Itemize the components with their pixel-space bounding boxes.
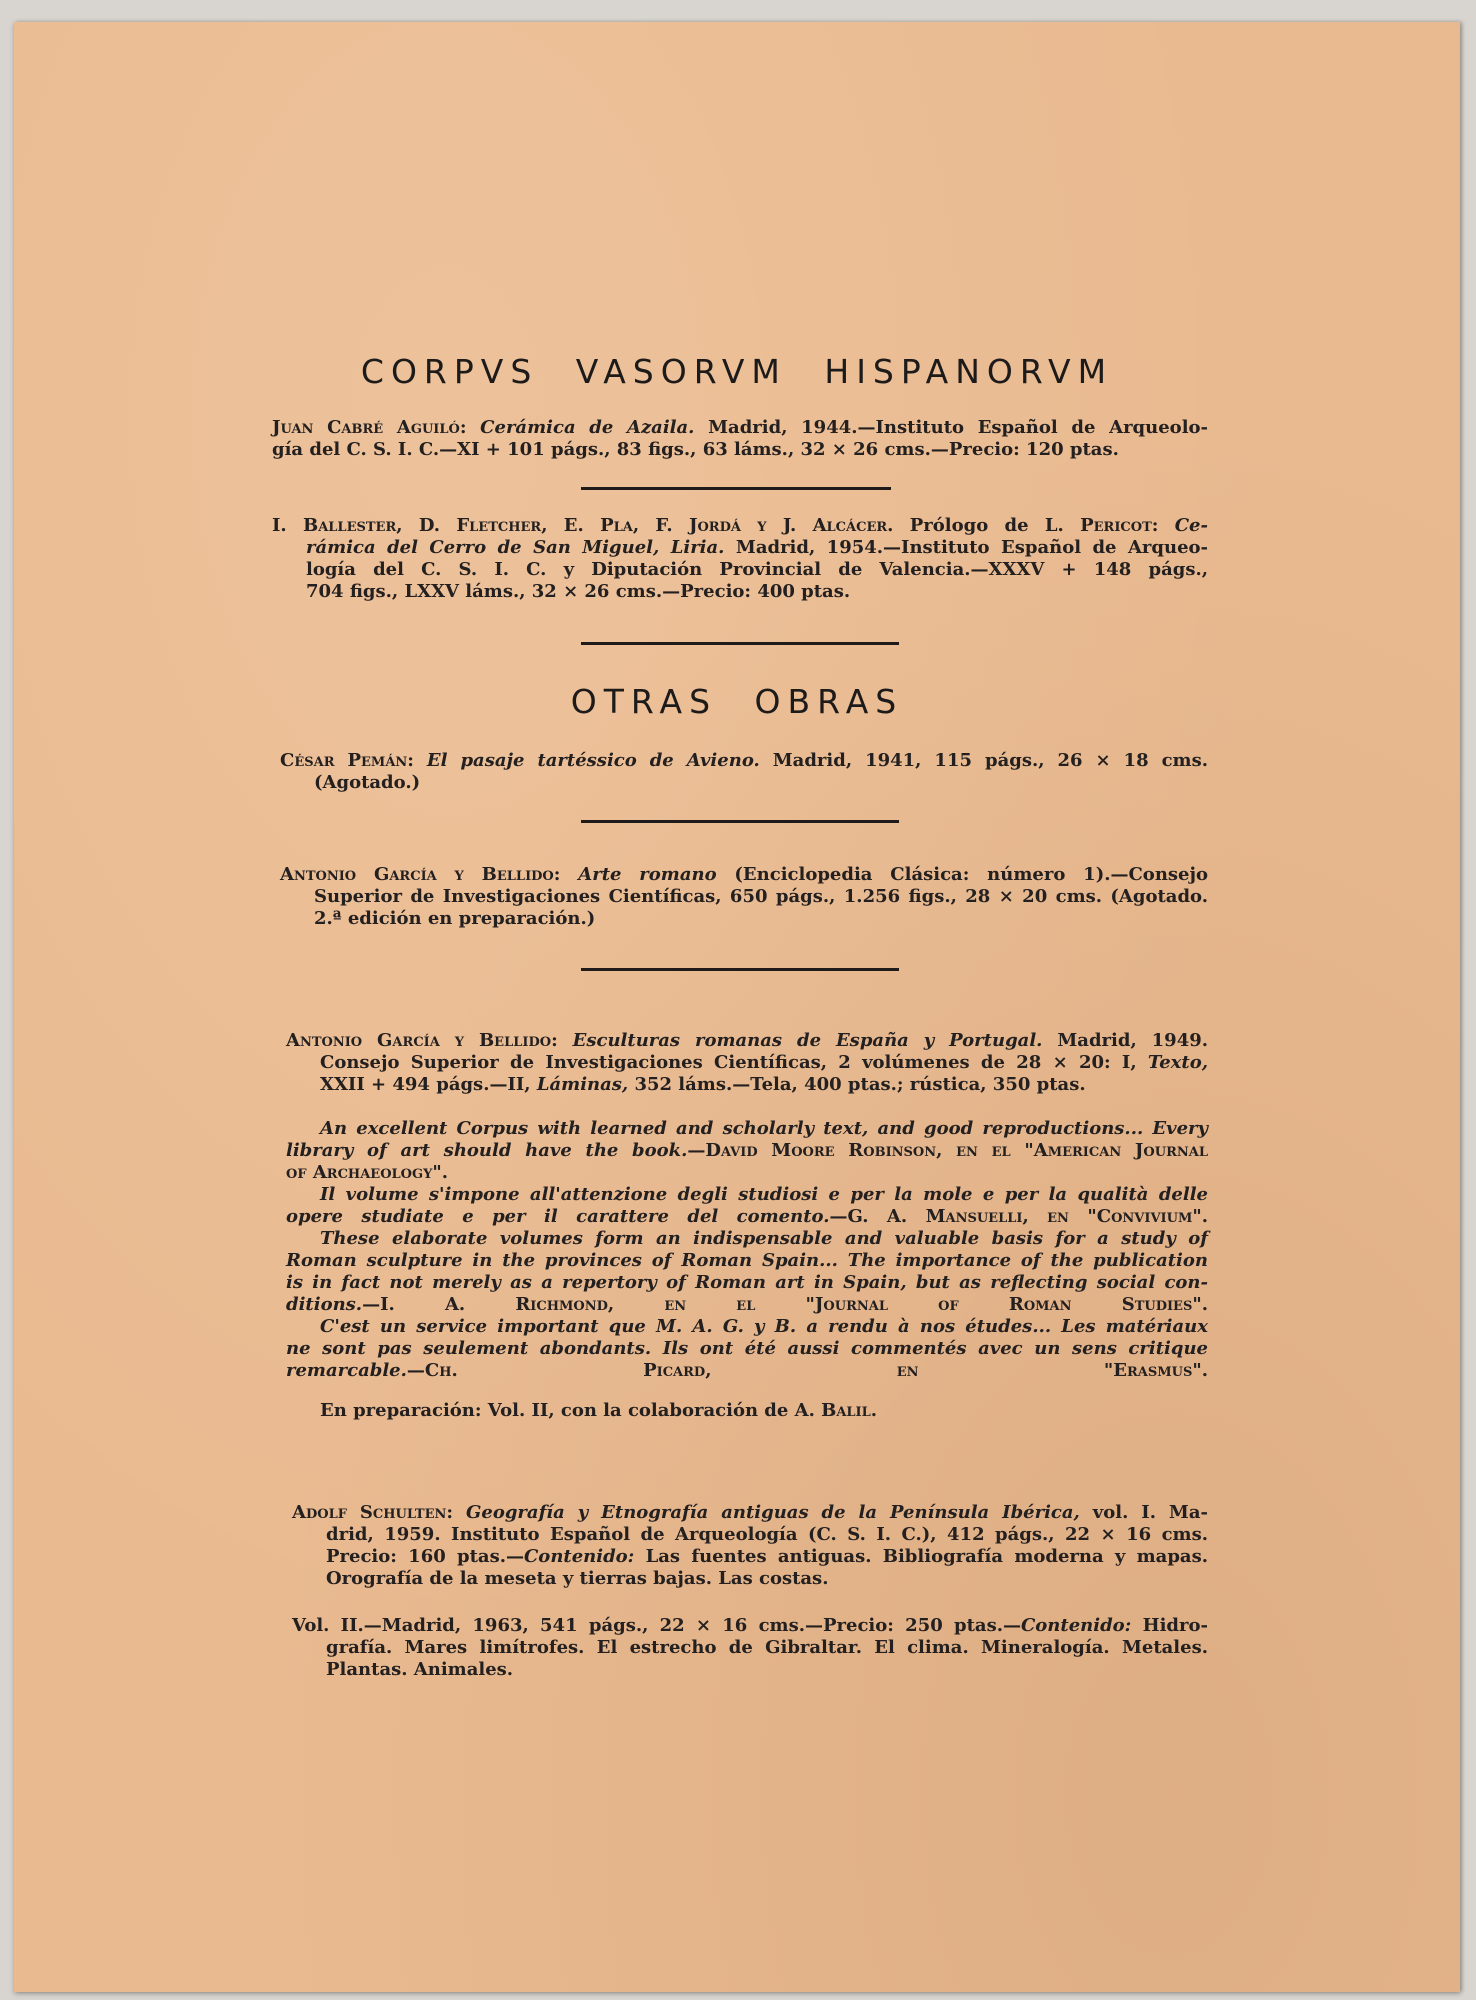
review-line: These elaborate volumes form an indispensable and valuable basis for a study of	[320, 1228, 1208, 1249]
review-line: of Archaeology".	[286, 1162, 449, 1183]
entry-line: Antonio García y Bellido: Arte romano (Enciclopedia Clásica: número 1).—Consejo	[280, 864, 1209, 885]
entry-schulten-vol2	[292, 1615, 1208, 1681]
page-content	[14, 22, 1460, 1992]
entry-text: Madrid, 1941, 115 págs., 26 × 18 cms.	[759, 750, 1208, 771]
entry-line: logía del C. S. I. C. y Diputación Provincial de Valencia.—XXXV + 148 págs.,	[306, 559, 1208, 580]
review-line: Roman sculpture in the provinces of Roman Spain... The importance of the publication	[286, 1250, 1208, 1271]
entry-text: Prólogo de	[893, 515, 1045, 536]
review-source: —Ch. Picard, en "Erasmus".	[406, 1360, 1208, 1381]
divider-rule	[581, 487, 891, 490]
entry-text: XXII + 494 págs.—II,	[320, 1074, 537, 1095]
entry-text: Madrid, 1949.	[1042, 1030, 1209, 1051]
review-line: An excellent Corpus with learned and scholarly text, and good reproductions... Every	[320, 1118, 1208, 1139]
entry-line: Orografía de la meseta y tierras bajas. Las costas.	[326, 1568, 829, 1589]
review-text: ditions.	[286, 1294, 363, 1315]
book-page	[14, 22, 1460, 1992]
review-line: C'est un service important que M. A. G. y B. a rendu à nos études... Les matériaux	[320, 1316, 1208, 1337]
reviews-block	[286, 1118, 1208, 1382]
entry-text: Precio: 160 ptas.—	[326, 1546, 524, 1567]
review-text: opere studiate e per il carattere del comento.	[286, 1206, 830, 1227]
book-title: El pasaje tartéssico de Avieno.	[426, 750, 760, 771]
entry-line: Adolf Schulten: Geografía y Etnografía antiguas de la Península Ibérica, vol. I. Ma-	[292, 1502, 1208, 1523]
entry-line: 2.ª edición en preparación.)	[314, 908, 596, 929]
entry-line	[286, 1052, 1208, 1074]
contents-label: Contenido:	[523, 1546, 635, 1567]
entry-text: Madrid, 1954.—Instituto Español de Arqueo-	[724, 537, 1209, 558]
entry-text: Consejo Superior de Investigaciones Científicas, 2 volúmenes de 28 × 20: I,	[320, 1052, 1148, 1073]
entry-line: César Pemán: El pasaje tartéssico de Avieno. Madrid, 1941, 115 págs., 26 × 18 cms.	[280, 750, 1208, 771]
entry-line: Plantas. Animales.	[326, 1659, 514, 1680]
entry-line: I. Ballester, D. Fletcher, E. Pla, F. Jordá y J. Alcácer. Prólogo de L. Pericot: Ce-	[272, 515, 1208, 536]
volume-title: Texto,	[1147, 1052, 1208, 1073]
entry-line: Antonio García y Bellido: Esculturas romanas de España y Portugal. Madrid, 1949.	[286, 1030, 1209, 1051]
review-line	[286, 1140, 1208, 1162]
book-title: Geografía y Etnografía antiguas de la Península Ibérica,	[466, 1502, 1080, 1523]
entry-line: Juan Cabré Aguiló: Cerámica de Azaila. Madrid, 1944.—Instituto Español de Arqueolo-	[272, 417, 1209, 438]
entry-line: gía del C. S. I. C.—XI + 101 págs., 83 figs., 63 láms., 32 × 26 cms.—Precio: 120 ptas.	[272, 439, 1119, 460]
author-name: Adolf Schulten	[292, 1502, 447, 1523]
collaborator-name: A. Balil.	[794, 1400, 878, 1421]
entry-text: vol. I. Ma-	[1079, 1502, 1208, 1523]
entry-text: Las fuentes antiguas. Bibliografía moderna y mapas.	[634, 1546, 1208, 1567]
entry-text: Hidro-	[1131, 1615, 1208, 1636]
entry-line	[272, 537, 1208, 559]
review-line: ne sont pas seulement abondants. Ils ont été aussi commentés avec un sens critique	[286, 1338, 1208, 1359]
entry-cabre	[272, 417, 1208, 461]
entry-arte-romano	[280, 864, 1208, 930]
book-title: Esculturas romanas de España y Portugal.	[572, 1030, 1043, 1051]
entry-ballester	[272, 515, 1208, 603]
entry-line: drid, 1959. Instituto Español de Arqueología (C. S. I. C.), 412 págs., 22 × 16 cms.	[326, 1524, 1208, 1545]
book-title-start: Ce-	[1174, 515, 1208, 536]
review-line	[286, 1206, 1208, 1228]
entry-line: 704 figs., LXXV láms., 32 × 26 cms.—Precio: 400 ptas.	[306, 581, 851, 602]
review-text: remarcable.	[286, 1360, 407, 1381]
book-title: rámica del Cerro de San Miguel, Liria.	[306, 537, 725, 558]
review-line	[286, 1360, 1208, 1382]
entry-esculturas	[286, 1030, 1208, 1096]
author-name: César Pemán	[280, 750, 408, 771]
review-line: Il volume s'impone all'attenzione degli studiosi e per la mole e per la qualità delle	[320, 1184, 1208, 1205]
entry-schulten	[292, 1502, 1208, 1590]
volume-title: Láminas,	[536, 1074, 629, 1095]
author-name: Antonio García y Bellido	[280, 864, 554, 885]
preparation-text: En preparación: Vol. II, con la colaboración de	[320, 1400, 795, 1421]
corpus-heading: CORPVS VASORVM HISPANORVM	[360, 352, 1114, 391]
entry-text: (Enciclopedia Clásica: número 1).—Consejo	[716, 864, 1209, 885]
divider-rule	[581, 820, 899, 823]
review-line	[286, 1294, 1208, 1316]
author-name: Juan Cabré Aguiló	[272, 417, 460, 438]
divider-rule	[581, 642, 899, 645]
entry-line	[292, 1615, 1208, 1637]
book-title: Cerámica de Azaila.	[480, 417, 695, 438]
preparation-note	[320, 1400, 1208, 1422]
review-text: library of art should have the book.	[286, 1140, 688, 1161]
entry-line	[286, 1074, 1208, 1096]
otras-heading: OTRAS OBRAS	[570, 682, 904, 721]
entry-line: Superior de Investigaciones Científicas, 650 págs., 1.256 figs., 28 × 20 cms. (Agotado.	[314, 886, 1208, 907]
entry-line: (Agotado.)	[314, 772, 421, 793]
divider-rule	[581, 968, 899, 971]
entry-peman	[280, 750, 1208, 794]
entry-text: Madrid, 1944.—Instituto Español de Arqueolo-	[694, 417, 1209, 438]
review-source: —David Moore Robinson, en el "American Journal	[687, 1140, 1209, 1161]
entry-line	[292, 1546, 1208, 1568]
book-title: Arte romano	[578, 864, 717, 885]
prologue-author: L. Pericot	[1044, 515, 1152, 536]
entry-line: grafía. Mares limítrofes. El estrecho de Gibraltar. El clima. Mineralogía. Metales.	[326, 1637, 1208, 1658]
entry-text: 352 láms.—Tela, 400 ptas.; rústica, 350 ptas.	[628, 1074, 1086, 1095]
author-names: I. Ballester, D. Fletcher, E. Pla, F. Jordá y J. Alcácer.	[272, 515, 894, 536]
review-source: —I. A. Richmond, en el "Journal of Roman Studies".	[362, 1294, 1208, 1315]
contents-label: Contenido:	[1020, 1615, 1132, 1636]
entry-text: Vol. II.—Madrid, 1963, 541 págs., 22 × 16 cms.—Precio: 250 ptas.—	[292, 1615, 1021, 1636]
author-name: Antonio García y Bellido	[286, 1030, 552, 1051]
review-source: —G. A. Mansuelli, en "Convivium".	[829, 1206, 1208, 1227]
review-line: is in fact not merely as a repertory of Roman art in Spain, but as reflecting social con-	[286, 1272, 1208, 1293]
